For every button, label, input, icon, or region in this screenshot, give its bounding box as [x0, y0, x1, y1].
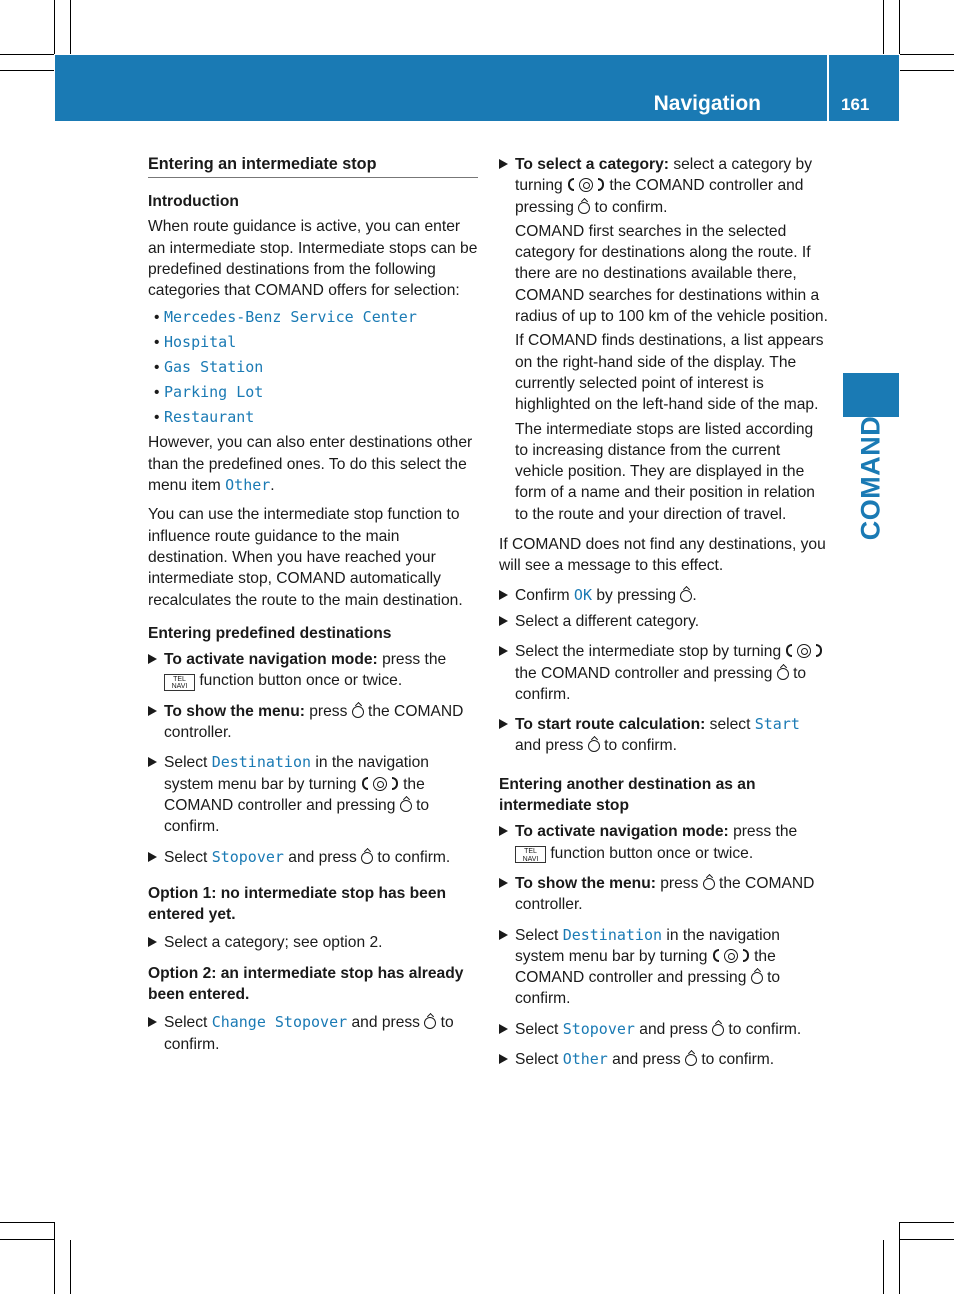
text: to confirm. — [164, 1014, 454, 1053]
crop-mark — [70, 1240, 71, 1294]
option1-heading: Option 1: no intermediate stop has been entered yet. — [148, 884, 447, 924]
category-item: Restaurant — [164, 408, 255, 427]
step-label: To select a category: — [515, 156, 669, 173]
step-label: To activate navigation mode: — [164, 651, 378, 669]
controller-press-icon — [578, 202, 590, 214]
controller-press-icon — [361, 852, 373, 864]
icon-text: TEL — [524, 848, 537, 856]
text: the COMAND controller and pressing — [515, 177, 804, 216]
page-header — [55, 55, 899, 121]
text: to confirm. — [515, 969, 781, 1008]
option2-heading: Option 2: an intermediate stop has already been entered. — [148, 964, 464, 1004]
crop-mark — [0, 54, 54, 55]
step — [148, 932, 478, 953]
text: Select — [164, 754, 212, 772]
text: and press — [347, 1014, 425, 1032]
side-tab-label: COMAND — [855, 415, 886, 541]
crop-mark — [883, 0, 884, 54]
predefined-heading: Entering predefined destinations — [148, 624, 392, 642]
controller-turn-icon — [361, 776, 399, 792]
text: press — [304, 702, 352, 720]
category-item: Parking Lot — [164, 383, 264, 402]
category-note-3: The intermediate stops are listed according to increasing distance from the current vehicle position. They are displayed in the form of a name and their position in relation to the route and your direction of travel. — [515, 420, 815, 523]
controller-press-icon — [751, 972, 763, 984]
list-item: • Hospital — [154, 333, 237, 352]
text: to confirm. — [724, 1020, 802, 1038]
arrow-icon — [148, 937, 157, 947]
arrow-icon — [148, 852, 157, 862]
section-title: Entering an intermediate stop — [148, 154, 478, 178]
step — [499, 641, 830, 705]
text: in the navigation system menu bar by turning — [515, 926, 780, 965]
text: the COMAND controller. — [515, 874, 815, 914]
text: function button once or twice. — [195, 672, 403, 690]
text: the COMAND controller and pressing — [164, 775, 425, 814]
step — [148, 847, 478, 868]
text: Select — [164, 1014, 212, 1032]
step — [148, 1012, 478, 1055]
arrow-icon — [499, 878, 508, 888]
crop-mark — [900, 1239, 954, 1240]
arrow-icon — [148, 757, 157, 767]
text: select a category by turning — [515, 156, 813, 195]
text: the COMAND controller and pressing — [515, 947, 776, 987]
step — [499, 714, 830, 757]
text: and press — [634, 1020, 713, 1038]
step — [499, 154, 830, 218]
text: Select — [515, 926, 563, 944]
text: . — [692, 586, 697, 604]
step — [148, 649, 478, 692]
arrow-icon — [148, 1017, 157, 1027]
arrow-icon — [499, 826, 508, 836]
text: Select a category; see option 2. — [164, 934, 383, 952]
step — [499, 873, 830, 916]
crop-mark — [0, 1239, 54, 1240]
controller-press-icon — [400, 800, 412, 812]
arrow-icon — [499, 646, 508, 656]
controller-press-icon — [703, 878, 715, 890]
controller-turn-icon — [567, 177, 605, 193]
list-item: • Gas Station — [154, 358, 264, 377]
text: and press — [607, 1050, 685, 1068]
step — [499, 821, 830, 864]
category-item: Hospital — [164, 333, 237, 352]
crop-mark — [0, 1222, 54, 1223]
controller-press-icon — [352, 706, 364, 718]
step-label: To show the menu: — [515, 874, 656, 892]
not-found-text: If COMAND does not find any destinations, you will see a message to this effect. — [499, 536, 826, 575]
crop-mark — [883, 1240, 884, 1294]
category-item: Gas Station — [164, 358, 264, 377]
crop-mark — [54, 0, 55, 54]
right-column — [499, 154, 830, 1079]
controller-press-icon — [424, 1017, 436, 1029]
text: Select the intermediate stop by turning — [515, 643, 786, 661]
step — [499, 925, 830, 1010]
list-item: • Parking Lot — [154, 383, 264, 402]
text: Select a different category. — [515, 612, 700, 630]
text: select — [705, 716, 755, 734]
arrow-icon — [148, 706, 157, 716]
arrow-icon — [499, 930, 508, 940]
text: and press — [283, 848, 362, 866]
step-label: To activate navigation mode: — [515, 823, 729, 841]
list-item: • Mercedes-Benz Service Center — [154, 308, 417, 327]
icon-text: TEL — [173, 675, 186, 683]
crop-mark — [899, 1222, 900, 1294]
menu-item-start: Start — [754, 715, 800, 734]
crop-mark — [900, 1222, 954, 1223]
controller-press-icon — [777, 668, 789, 680]
menu-item-stopover: Stopover — [562, 1019, 635, 1038]
text: Select — [515, 1020, 563, 1038]
arrow-icon — [499, 1024, 508, 1034]
text: function button once or twice. — [546, 844, 754, 862]
controller-press-icon — [712, 1024, 724, 1036]
menu-item-stopover: Stopover — [211, 847, 284, 866]
crop-mark — [900, 70, 954, 71]
menu-item-destination: Destination — [211, 753, 312, 772]
text: to confirm. — [590, 198, 668, 216]
crop-mark — [54, 1222, 55, 1294]
step — [148, 701, 478, 744]
controller-press-icon — [588, 740, 600, 752]
arrow-icon — [499, 159, 508, 169]
influence-text: You can use the intermediate stop function to influence route guidance to the main destination. When you have reached your intermediate stop, COMAND automatically recalculates the route to the main destination. — [148, 506, 463, 609]
text: to confirm. — [599, 737, 677, 755]
icon-text: NAVI — [522, 855, 539, 863]
text: . — [270, 477, 275, 495]
crop-mark — [70, 0, 71, 54]
controller-press-icon — [685, 1054, 697, 1066]
arrow-icon — [499, 719, 508, 729]
text: in the navigation system menu bar by turning — [164, 754, 429, 793]
text: to confirm. — [164, 796, 430, 836]
text: to confirm. — [697, 1050, 775, 1068]
text: by pressing — [591, 586, 681, 604]
step-label: To start route calculation: — [515, 716, 706, 734]
step — [499, 611, 830, 632]
page-number: 161 — [841, 95, 870, 114]
step — [499, 1049, 830, 1070]
tel-navi-button-icon — [515, 846, 546, 863]
text: press the — [728, 823, 798, 841]
menu-item-ok: OK — [573, 585, 592, 604]
arrow-icon — [499, 616, 508, 626]
category-item: Mercedes-Benz Service Center — [164, 308, 417, 327]
tel-navi-button-icon — [164, 674, 195, 691]
text: press — [655, 874, 703, 892]
controller-turn-icon — [785, 643, 823, 659]
text: to confirm. — [373, 848, 451, 866]
text: However, you can also enter destinations other than the predefined ones. To do this select the menu item — [148, 434, 473, 495]
intro-heading: Introduction — [148, 193, 239, 210]
arrow-icon — [499, 1054, 508, 1064]
category-list — [148, 305, 478, 430]
arrow-icon — [148, 654, 157, 664]
text: Select — [515, 1050, 563, 1068]
another-destination-heading: Entering another destination as an intermediate stop — [499, 775, 756, 815]
category-note-2: If COMAND finds destinations, a list appears on the right-hand side of the display. The currently selected point of interest is highlighted on the left-hand side of the map. — [515, 332, 824, 414]
menu-item-other: Other — [225, 476, 271, 495]
crop-mark — [899, 0, 900, 54]
menu-item-change-stopover: Change Stopover — [211, 1013, 348, 1032]
step — [499, 585, 830, 606]
left-column — [148, 154, 478, 1064]
side-tab — [843, 373, 899, 417]
controller-press-icon — [680, 590, 692, 602]
text: Confirm — [515, 586, 574, 604]
list-item: • Restaurant — [154, 408, 255, 427]
menu-item-other: Other — [562, 1049, 608, 1068]
text: Select — [164, 848, 212, 866]
step — [499, 1019, 830, 1040]
text: the COMAND controller. — [164, 702, 464, 742]
arrow-icon — [499, 590, 508, 600]
crop-mark — [900, 54, 954, 55]
menu-item-destination: Destination — [562, 925, 663, 944]
text: the COMAND controller and pressing — [515, 664, 777, 682]
intro-text: When route guidance is active, you can enter an intermediate stop. Intermediate stops can be predefined destinations from the following categories that COMAND offers for selection: — [148, 218, 478, 300]
other-text — [148, 432, 478, 496]
icon-text: NAVI — [171, 683, 188, 691]
step — [148, 752, 478, 837]
header-section-title: Navigation — [653, 92, 761, 115]
crop-mark — [0, 70, 54, 71]
category-note-1: COMAND first searches in the selected category for destinations along the route. If there are no destinations available there, COMAND searches for destinations within a radius of up to 100 km of the vehicle position. — [515, 222, 828, 326]
text: press the — [377, 651, 447, 669]
step-label: To show the menu: — [164, 702, 305, 720]
header-divider — [827, 55, 829, 121]
text: and press — [515, 737, 588, 755]
controller-turn-icon — [712, 948, 750, 964]
text: to confirm. — [515, 664, 807, 703]
